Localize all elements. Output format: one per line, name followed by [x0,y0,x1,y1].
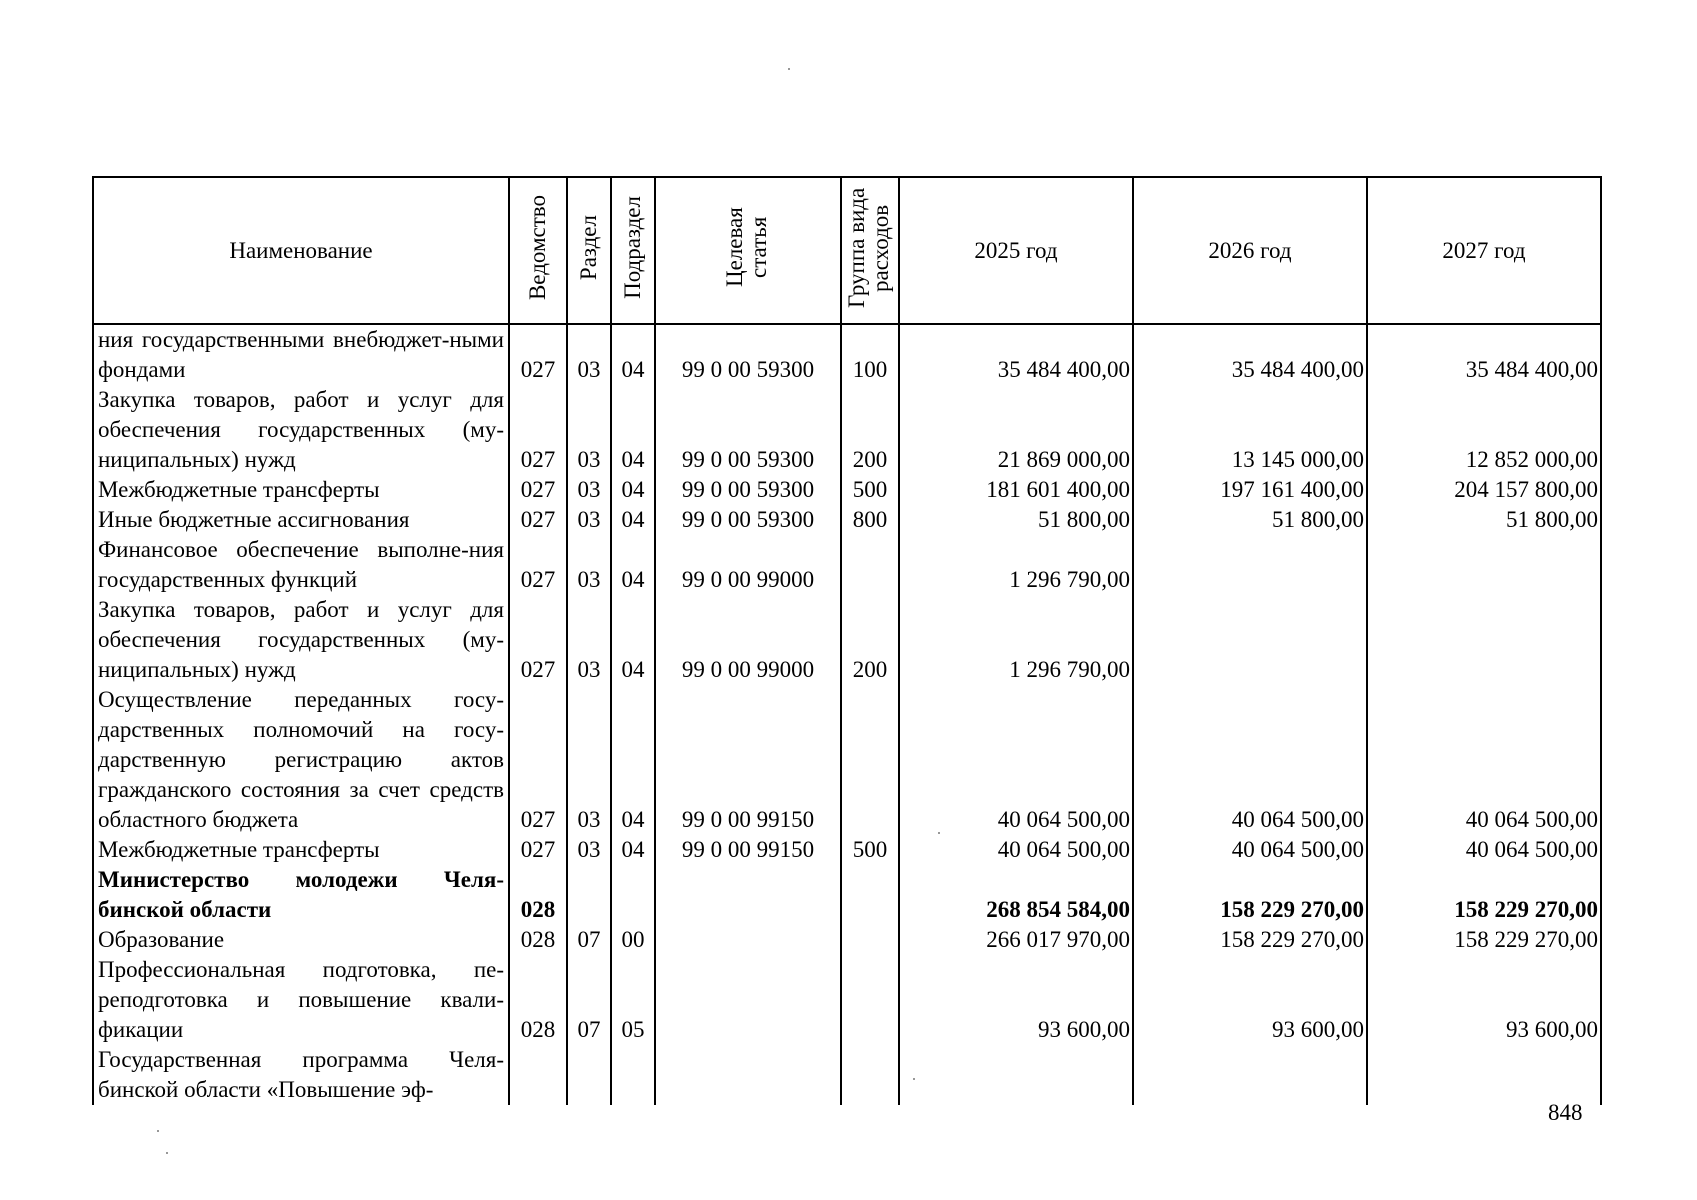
cell-section: 03 [567,324,611,385]
cell-2025: 21 869 000,00 [899,385,1133,475]
cell-name: Межбюджетные трансферты [93,475,509,505]
cell-2025: 35 484 400,00 [899,324,1133,385]
cell-section: 03 [567,475,611,505]
cell-department: 027 [509,475,567,505]
cell-target-article: 99 0 00 59300 [655,505,841,535]
cell-expense-group [841,955,899,1045]
cell-section: 03 [567,835,611,865]
cell-2025: 1 296 790,00 [899,595,1133,685]
cell-expense-group: 200 [841,595,899,685]
cell-department: 028 [509,955,567,1045]
cell-department: 027 [509,505,567,535]
cell-name: Осуществление переданных госу-дарственных полномочий на госу-дарственную регистрацию актов гражданского состояния за счет средств областного бюджета [93,685,509,835]
cell-2027: 35 484 400,00 [1367,324,1601,385]
cell-section: 07 [567,955,611,1045]
budget-table [92,176,1602,1105]
cell-subsection: 04 [611,685,655,835]
table-row [93,685,1601,835]
header-row [93,177,1601,324]
table-row [93,835,1601,865]
cell-expense-group: 500 [841,835,899,865]
cell-target-article: 99 0 00 99000 [655,535,841,595]
cell-name: Финансовое обеспечение выполне-ния государственных функций [93,535,509,595]
cell-2025: 268 854 584,00 [899,865,1133,925]
cell-name: Закупка товаров, работ и услуг для обеспечения государственных (му-ниципальных) нужд [93,385,509,475]
cell-2026: 40 064 500,00 [1133,835,1367,865]
cell-subsection: 04 [611,475,655,505]
cell-2025: 93 600,00 [899,955,1133,1045]
cell-2026: 51 800,00 [1133,505,1367,535]
cell-subsection: 04 [611,835,655,865]
cell-2027 [1367,595,1601,685]
table-row [93,1045,1601,1105]
cell-section: 03 [567,385,611,475]
scan-speck [788,68,790,70]
cell-name: Образование [93,925,509,955]
table-row [93,925,1601,955]
cell-target-article: 99 0 00 99000 [655,595,841,685]
table-body [93,324,1601,1105]
scan-speck [166,1152,168,1154]
header-name: Наименование [93,177,509,324]
cell-target-article [655,925,841,955]
cell-subsection: 04 [611,595,655,685]
cell-department: 027 [509,835,567,865]
cell-name: ния государственными внебюджет-ными фондами [93,324,509,385]
cell-2027: 12 852 000,00 [1367,385,1601,475]
cell-section [567,1045,611,1105]
cell-department: 028 [509,925,567,955]
cell-2025: 181 601 400,00 [899,475,1133,505]
header-2025: 2025 год [899,177,1133,324]
cell-expense-group [841,685,899,835]
cell-target-article [655,1045,841,1105]
cell-name: Профессиональная подготовка, пе-реподготовка и повышение квали-фикации [93,955,509,1045]
cell-2027: 204 157 800,00 [1367,475,1601,505]
cell-section: 07 [567,925,611,955]
cell-department: 027 [509,535,567,595]
cell-name: Иные бюджетные ассигнования [93,505,509,535]
scan-speck [938,832,940,834]
cell-section: 03 [567,535,611,595]
cell-subsection: 00 [611,925,655,955]
cell-2027 [1367,1045,1601,1105]
cell-2025: 51 800,00 [899,505,1133,535]
cell-2026: 197 161 400,00 [1133,475,1367,505]
table-row [93,865,1601,925]
cell-expense-group [841,925,899,955]
cell-expense-group: 800 [841,505,899,535]
header-2027: 2027 год [1367,177,1601,324]
cell-2027 [1367,535,1601,595]
table-row [93,385,1601,475]
cell-subsection: 04 [611,505,655,535]
cell-2026: 13 145 000,00 [1133,385,1367,475]
cell-2025: 40 064 500,00 [899,685,1133,835]
cell-2026 [1133,535,1367,595]
cell-2026: 158 229 270,00 [1133,925,1367,955]
cell-2025 [899,1045,1133,1105]
scan-speck [157,1130,159,1132]
cell-section: 03 [567,595,611,685]
cell-2025: 1 296 790,00 [899,535,1133,595]
cell-name: Закупка товаров, работ и услуг для обеспечения государственных (му-ниципальных) нужд [93,595,509,685]
cell-2025: 40 064 500,00 [899,835,1133,865]
cell-2025: 266 017 970,00 [899,925,1133,955]
page-number: 848 [1548,1100,1583,1125]
cell-expense-group: 200 [841,385,899,475]
header-subsection: Подраздел [611,177,655,324]
cell-department [509,1045,567,1105]
cell-subsection: 05 [611,955,655,1045]
cell-2027: 93 600,00 [1367,955,1601,1045]
cell-2026 [1133,1045,1367,1105]
table-row [93,535,1601,595]
table-row [93,595,1601,685]
cell-department: 028 [509,865,567,925]
cell-name: Государственная программа Челя-бинской области «Повышение эф- [93,1045,509,1105]
table-row [93,505,1601,535]
cell-2026 [1133,595,1367,685]
cell-target-article: 99 0 00 99150 [655,835,841,865]
cell-subsection [611,865,655,925]
cell-section [567,865,611,925]
cell-subsection [611,1045,655,1105]
cell-2026: 35 484 400,00 [1133,324,1367,385]
cell-section: 03 [567,685,611,835]
table-row [93,475,1601,505]
cell-expense-group: 100 [841,324,899,385]
cell-target-article [655,955,841,1045]
cell-subsection: 04 [611,324,655,385]
header-expense-group: Группа вида расходов [841,177,899,324]
table-row [93,955,1601,1045]
cell-2027: 51 800,00 [1367,505,1601,535]
cell-2026: 93 600,00 [1133,955,1367,1045]
cell-2026: 40 064 500,00 [1133,685,1367,835]
header-2026: 2026 год [1133,177,1367,324]
cell-target-article [655,865,841,925]
scan-speck [913,1078,915,1080]
cell-2027: 158 229 270,00 [1367,865,1601,925]
cell-subsection: 04 [611,385,655,475]
cell-department: 027 [509,324,567,385]
cell-name: Межбюджетные трансферты [93,835,509,865]
cell-2027: 40 064 500,00 [1367,685,1601,835]
cell-subsection: 04 [611,535,655,595]
cell-expense-group: 500 [841,475,899,505]
cell-target-article: 99 0 00 59300 [655,385,841,475]
table-row [93,324,1601,385]
cell-department: 027 [509,685,567,835]
cell-2027: 40 064 500,00 [1367,835,1601,865]
header-department: Ведомство [509,177,567,324]
cell-name: Министерство молодежи Челя-бинской области [93,865,509,925]
cell-2026: 158 229 270,00 [1133,865,1367,925]
cell-target-article: 99 0 00 99150 [655,685,841,835]
cell-section: 03 [567,505,611,535]
cell-expense-group [841,1045,899,1105]
cell-department: 027 [509,385,567,475]
header-section: Раздел [567,177,611,324]
cell-expense-group [841,535,899,595]
cell-target-article: 99 0 00 59300 [655,324,841,385]
cell-expense-group [841,865,899,925]
cell-target-article: 99 0 00 59300 [655,475,841,505]
cell-2027: 158 229 270,00 [1367,925,1601,955]
header-target-article: Целевая статья [655,177,841,324]
cell-department: 027 [509,595,567,685]
